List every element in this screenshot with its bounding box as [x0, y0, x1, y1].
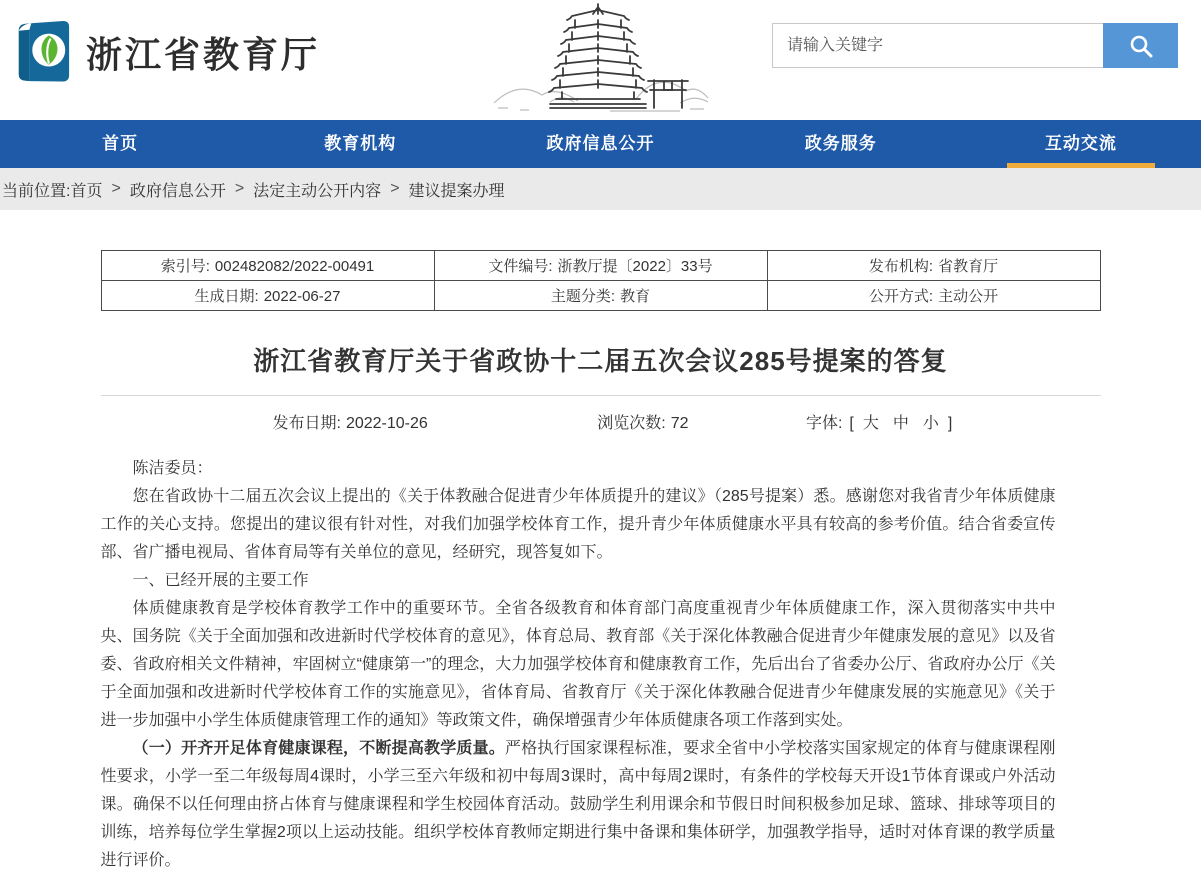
- site-title: 浙江省教育厅: [86, 34, 321, 75]
- pagoda-illustration: [490, 2, 710, 114]
- breadcrumb-proposal-handling[interactable]: 建议提案办理: [408, 182, 505, 200]
- table-row: [101, 251, 1100, 281]
- document-meta-table: [101, 250, 1101, 311]
- nav-item-interaction[interactable]: 互动交流: [961, 120, 1201, 168]
- table-row: [101, 281, 1100, 311]
- paragraph-item-one: （一）开齐开足体育健康课程，不断提高教学质量。严格执行国家课程标准，要求全省中小学校落实国家规定的体育与健康课程刚性要求，小学一至二年级每周4课时，小学三至六年级和初中每周3课时，高中每周2课时，有条件的学校每天开设1节体育课或户外活动课。确保不以任何理由挤占体育与健康课程和学生校园体育活动。鼓励学生利用课余和节假日时间积极参加足球、篮球、排球等项目的训练，培养每位学生掌握2项以上运动技能。组织学校体育教师定期进行集中备课和集体研学，加强教学指导，适时对体育课的教学质量进行评价。: [100, 740, 1056, 869]
- document-number-cell: 文件编号: 浙教厅提〔2022〕33号: [434, 251, 767, 281]
- search-button[interactable]: [1103, 23, 1178, 68]
- book-leaf-logo-icon: [10, 16, 72, 88]
- creation-date-cell: 生成日期: 2022-06-27: [101, 281, 434, 311]
- font-size-small-button[interactable]: 小: [922, 415, 939, 432]
- paragraph-section-body: 体质健康教育是学校体育教学工作中的重要环节。全省各级教育和体育部门高度重视青少年体质健康工作，深入贯彻落实中共中央、国务院《关于全面加强和改进新时代学校体育的意见》，体育总局、教育部《关于深化体教融合促进青少年健康发展的意见》以及省委、省政府相关文件精神，牢固树立“健康第一”的理念，大力加强学校体育和健康教育工作，先后出台了省委办公厅、省政府办公厅《关于全面加强和改进新时代学校体育工作的实施意见》，省体育局、省教育厅《关于深化体教融合促进青少年健康发展的实施意见》《关于进一步加强中小学生体质健康管理工作的通知》等政策文件，确保增强青少年体质健康各项工作落到实处。: [100, 600, 1056, 729]
- font-size-large-button[interactable]: 大: [862, 415, 879, 432]
- article-body: [101, 455, 1056, 875]
- article-meta-row: [101, 396, 1101, 433]
- font-size-control: 字体: [ 大 中 小 ]: [805, 415, 953, 432]
- page-title: 浙江省教育厅关于省政协十二届五次会议285号提案的答复: [253, 346, 948, 376]
- paragraph-salutation: 陈洁委员：: [132, 460, 213, 477]
- site-logo[interactable]: [10, 16, 320, 88]
- index-number-cell: 索引号: 002482082/2022-00491: [101, 251, 434, 281]
- paragraph-section-heading: 一、已经开展的主要工作: [132, 572, 309, 589]
- site-search: [772, 23, 1178, 68]
- publish-date: 发布日期: 2022-10-26: [272, 415, 428, 432]
- breadcrumb-gov-info[interactable]: 政府信息公开: [129, 182, 226, 200]
- search-input[interactable]: [772, 23, 1103, 68]
- search-icon: [1128, 33, 1154, 59]
- breadcrumb-separator: >: [390, 180, 400, 197]
- bracket-open: [: [849, 415, 854, 432]
- main-nav: [0, 120, 1201, 168]
- topic-category-cell: 主题分类: 教育: [434, 281, 767, 311]
- breadcrumb-statutory-disclosure[interactable]: 法定主动公开内容: [253, 182, 382, 200]
- issuing-agency-cell: 发布机构: 省教育厅: [767, 251, 1100, 281]
- breadcrumb-prefix: 当前位置:: [2, 182, 71, 200]
- disclosure-method-cell: 公开方式: 主动公开: [767, 281, 1100, 311]
- breadcrumb: [0, 168, 1201, 210]
- document-page: [101, 250, 1101, 875]
- nav-item-home[interactable]: 首页: [102, 134, 139, 153]
- view-count: 浏览次数: 72: [597, 415, 689, 432]
- breadcrumb-home[interactable]: 首页: [70, 182, 103, 200]
- breadcrumb-separator: >: [234, 180, 245, 197]
- nav-item-institutions[interactable]: 教育机构: [324, 134, 397, 153]
- breadcrumb-separator: >: [111, 180, 121, 197]
- site-header: [0, 0, 1201, 120]
- paragraph-intro: 您在省政协十二届五次会议上提出的《关于体教融合促进青少年体质提升的建议》（285号提案）悉。感谢您对我省青少年体质健康工作的关心支持。您提出的建议很有针对性，对我们加强学校体育工作，提升青少年体质健康水平具有较高的参考价值。结合省委宣传部、省广播电视局、省体育局等有关单位的意见，经研究，现答复如下。: [100, 488, 1056, 561]
- font-size-medium-button[interactable]: 中: [892, 415, 909, 432]
- nav-item-services[interactable]: 政务服务: [804, 134, 877, 153]
- bracket-close: ]: [947, 415, 953, 432]
- nav-item-gov-info[interactable]: 政府信息公开: [546, 134, 655, 153]
